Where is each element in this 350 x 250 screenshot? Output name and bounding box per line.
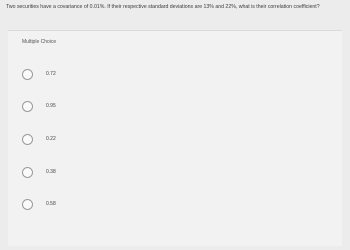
radio-button-icon[interactable]: [22, 134, 33, 145]
choice-label: 0.22: [46, 136, 56, 142]
choice-option-2[interactable]: [22, 101, 222, 115]
question-text: Two securities have a covariance of 0.01%. If their respective standard deviations are 13% and 22%, what is their correlation coefficient?: [6, 4, 320, 10]
choice-option-4[interactable]: [22, 167, 222, 181]
radio-button-icon[interactable]: [22, 199, 33, 210]
choice-option-1[interactable]: [22, 69, 222, 83]
choice-option-5[interactable]: [22, 199, 222, 213]
choice-label: 0.58: [46, 201, 56, 207]
radio-button-icon[interactable]: [22, 101, 33, 112]
radio-button-icon[interactable]: [22, 69, 33, 80]
choice-label: 0.72: [46, 71, 56, 77]
radio-button-icon[interactable]: [22, 167, 33, 178]
choice-label: 0.38: [46, 169, 56, 175]
multiple-choice-panel: [8, 30, 342, 246]
choice-label: 0.95: [46, 103, 56, 109]
choice-option-3[interactable]: [22, 134, 222, 148]
section-title: Multiple Choice: [22, 39, 57, 45]
